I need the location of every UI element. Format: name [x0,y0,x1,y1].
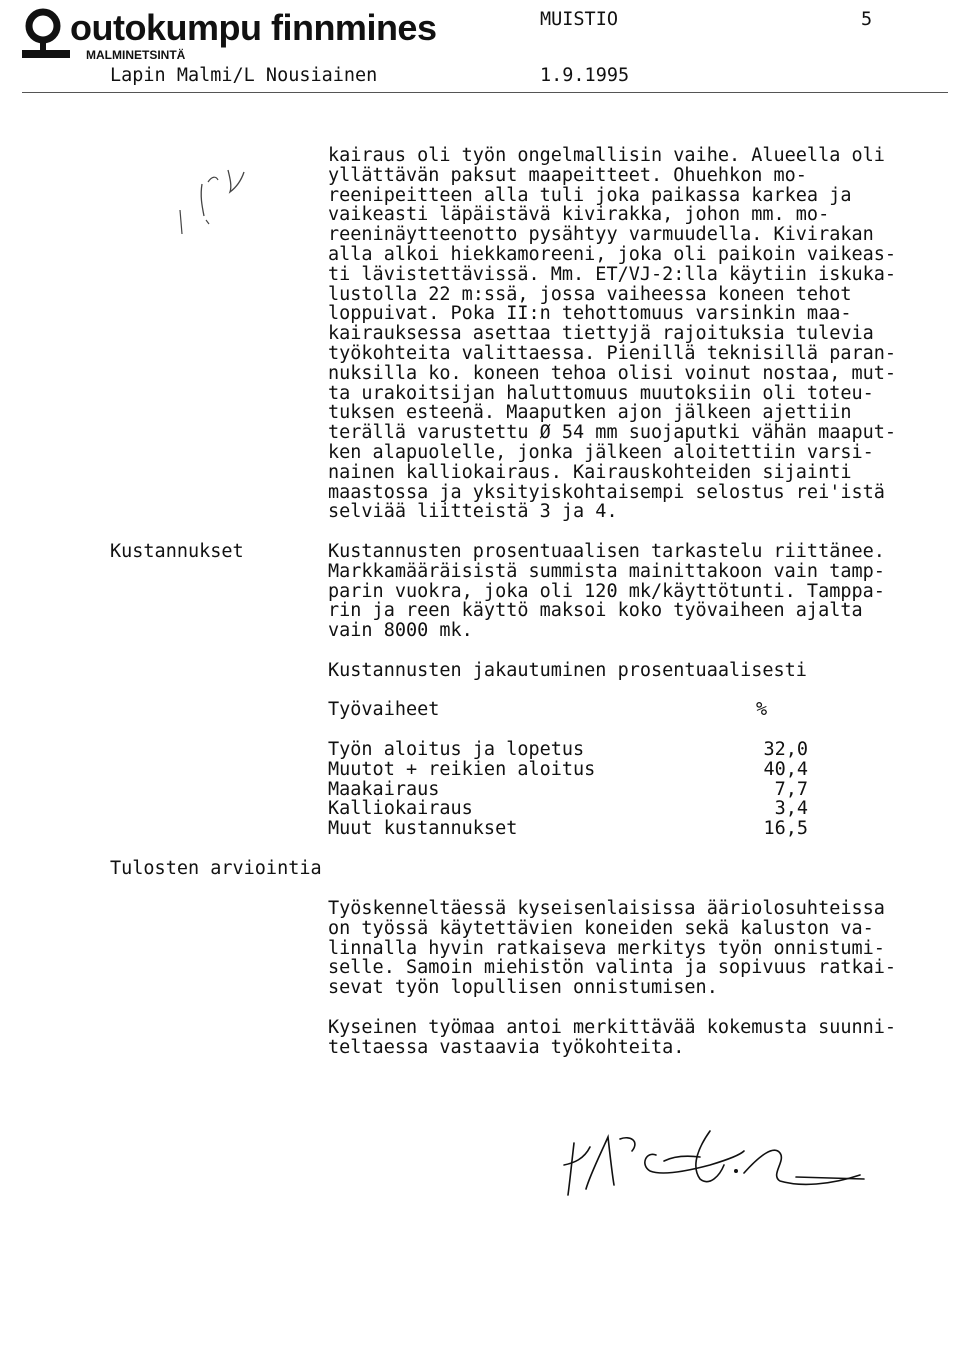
paragraph-drilling [328,146,896,522]
author-line: Lapin Malmi/L Nousiainen [110,65,378,86]
paragraph-costs [328,542,885,641]
text-line: kairauksessa asettaa tiettyjä rajoituksia tulevia [328,323,874,345]
table-cell-percent: 32,0 [763,739,808,760]
text-line: parin vuokra, joka oli 120 mk/käyttötunti. Tamppa- [328,580,885,602]
text-line: Kustannusten prosentuaalisen tarkastelu riittänee. [328,541,885,562]
text-line: rin ja reen käyttö maksoi koko työvaiheen ajalta [328,600,863,622]
text-line: ti lävistettävissä. Mm. ET/VJ-2:lla käytiin iskuka- [328,263,897,285]
text-line: lustolla 22 m:ssä, jossa vaiheessa koneen tehot [328,283,852,305]
page-number: 5 [861,9,873,30]
table-cell-phase: Muutot + reikien aloitus [328,758,596,780]
text-line: sevat työn lopullisen onnistumisen. [328,977,718,999]
text-line: reenipeitteen alla tuli joka paikassa karkea ja [328,184,852,206]
text-line: linnalla hyvin ratkaiseva merkitys työn onnistumi- [328,937,885,959]
table-cell-percent: 3,4 [774,798,808,820]
header-rule [22,92,948,93]
table-cell-percent: 7,7 [774,778,808,800]
table-cell-phase: Työn aloitus ja lopetus [328,739,585,760]
text-line: ken alapuolelle, jonka jälkeen aloitettiin varsi- [328,441,874,463]
table-cell-phase: Kalliokairaus [328,798,473,820]
table-title: Kustannusten jakautuminen prosentuaalisesti [328,660,807,681]
text-line: alla alkoi hiekkamoreeni, joka oli paikoin vaikeas- [328,243,897,265]
section-label-results: Tulosten arviointia [110,858,322,879]
text-line: kairaus oli työn ongelmallisin vaihe. Alueella oli [328,145,885,166]
text-line: selle. Samoin miehistön valinta ja sopivuus ratkai- [328,957,897,979]
brand-bar [22,50,70,58]
document-type: MUISTIO [540,9,618,30]
document-date: 1.9.1995 [540,65,630,86]
text-line: maastossa ja yksityiskohtaisempi selostus rei'istä [328,481,885,503]
text-line: Työskenneltäessä kyseisenlaisissa ääriolosuhteissa [328,898,885,919]
text-line: on työssä käytettävien koneiden sekä kaluston va- [328,917,874,939]
brand-name: outokumpu finnmines [70,7,437,48]
margin-scribble-icon [168,162,252,254]
text-line: loppuivat. Poka II:n tehottomuus varsinkin maa- [328,303,852,325]
text-line: Kyseinen työmaa antoi merkittävää kokemusta suunni- [328,1017,897,1038]
text-line: reeninäytteenotto pysähtyy varmuudella. Kivirakan [328,224,874,246]
table-header-phase: Työvaiheet [328,699,440,720]
section-label-costs: Kustannukset [110,541,244,562]
table-cell-phase: Muut kustannukset [328,818,518,840]
brand-subtitle: MALMINETSINTÄ [86,48,186,62]
text-line: työkohteita valittaessa. Pienillä teknisillä paran- [328,342,897,364]
text-line: vain 8000 mk. [328,620,473,642]
text-line: tuksen esteenä. Maaputken ajon jälkeen ajettiin [328,402,852,424]
table-cell-phase: Maakairaus [328,778,440,800]
paragraph-results [328,899,896,998]
text-line: nuksilla ko. koneen tehoa olisi voinut nostaa, mut- [328,362,897,384]
text-line: yllättävän paksut maapeitteet. Ohuehkon mo- [328,164,807,186]
signature-image [560,1125,870,1205]
text-line: terällä varustettu Ø 54 mm suojaputki vähän maaput- [328,422,897,444]
table-header-percent: % [756,699,768,720]
table-cell-percent: 16,5 [763,818,808,840]
table-cell-percent: 40,4 [763,758,808,780]
text-line: vaikeasti läpäistävä kivirakka, johon mm. mo- [328,204,830,226]
text-line: selviää liitteistä 3 ja 4. [328,501,618,523]
text-line: teltaessa vastaavia työkohteita. [328,1036,685,1058]
text-line: nainen kalliokairaus. Kairauskohteiden sijainti [328,461,852,483]
text-line: ta urakoitsijan haluttomuus muutoksiin oli toteu- [328,382,874,404]
text-line: Markkamääräisistä summista mainittakoon vain tamp- [328,560,885,582]
paragraph-experience [328,1018,896,1058]
outokumpu-logo-icon [22,8,66,54]
